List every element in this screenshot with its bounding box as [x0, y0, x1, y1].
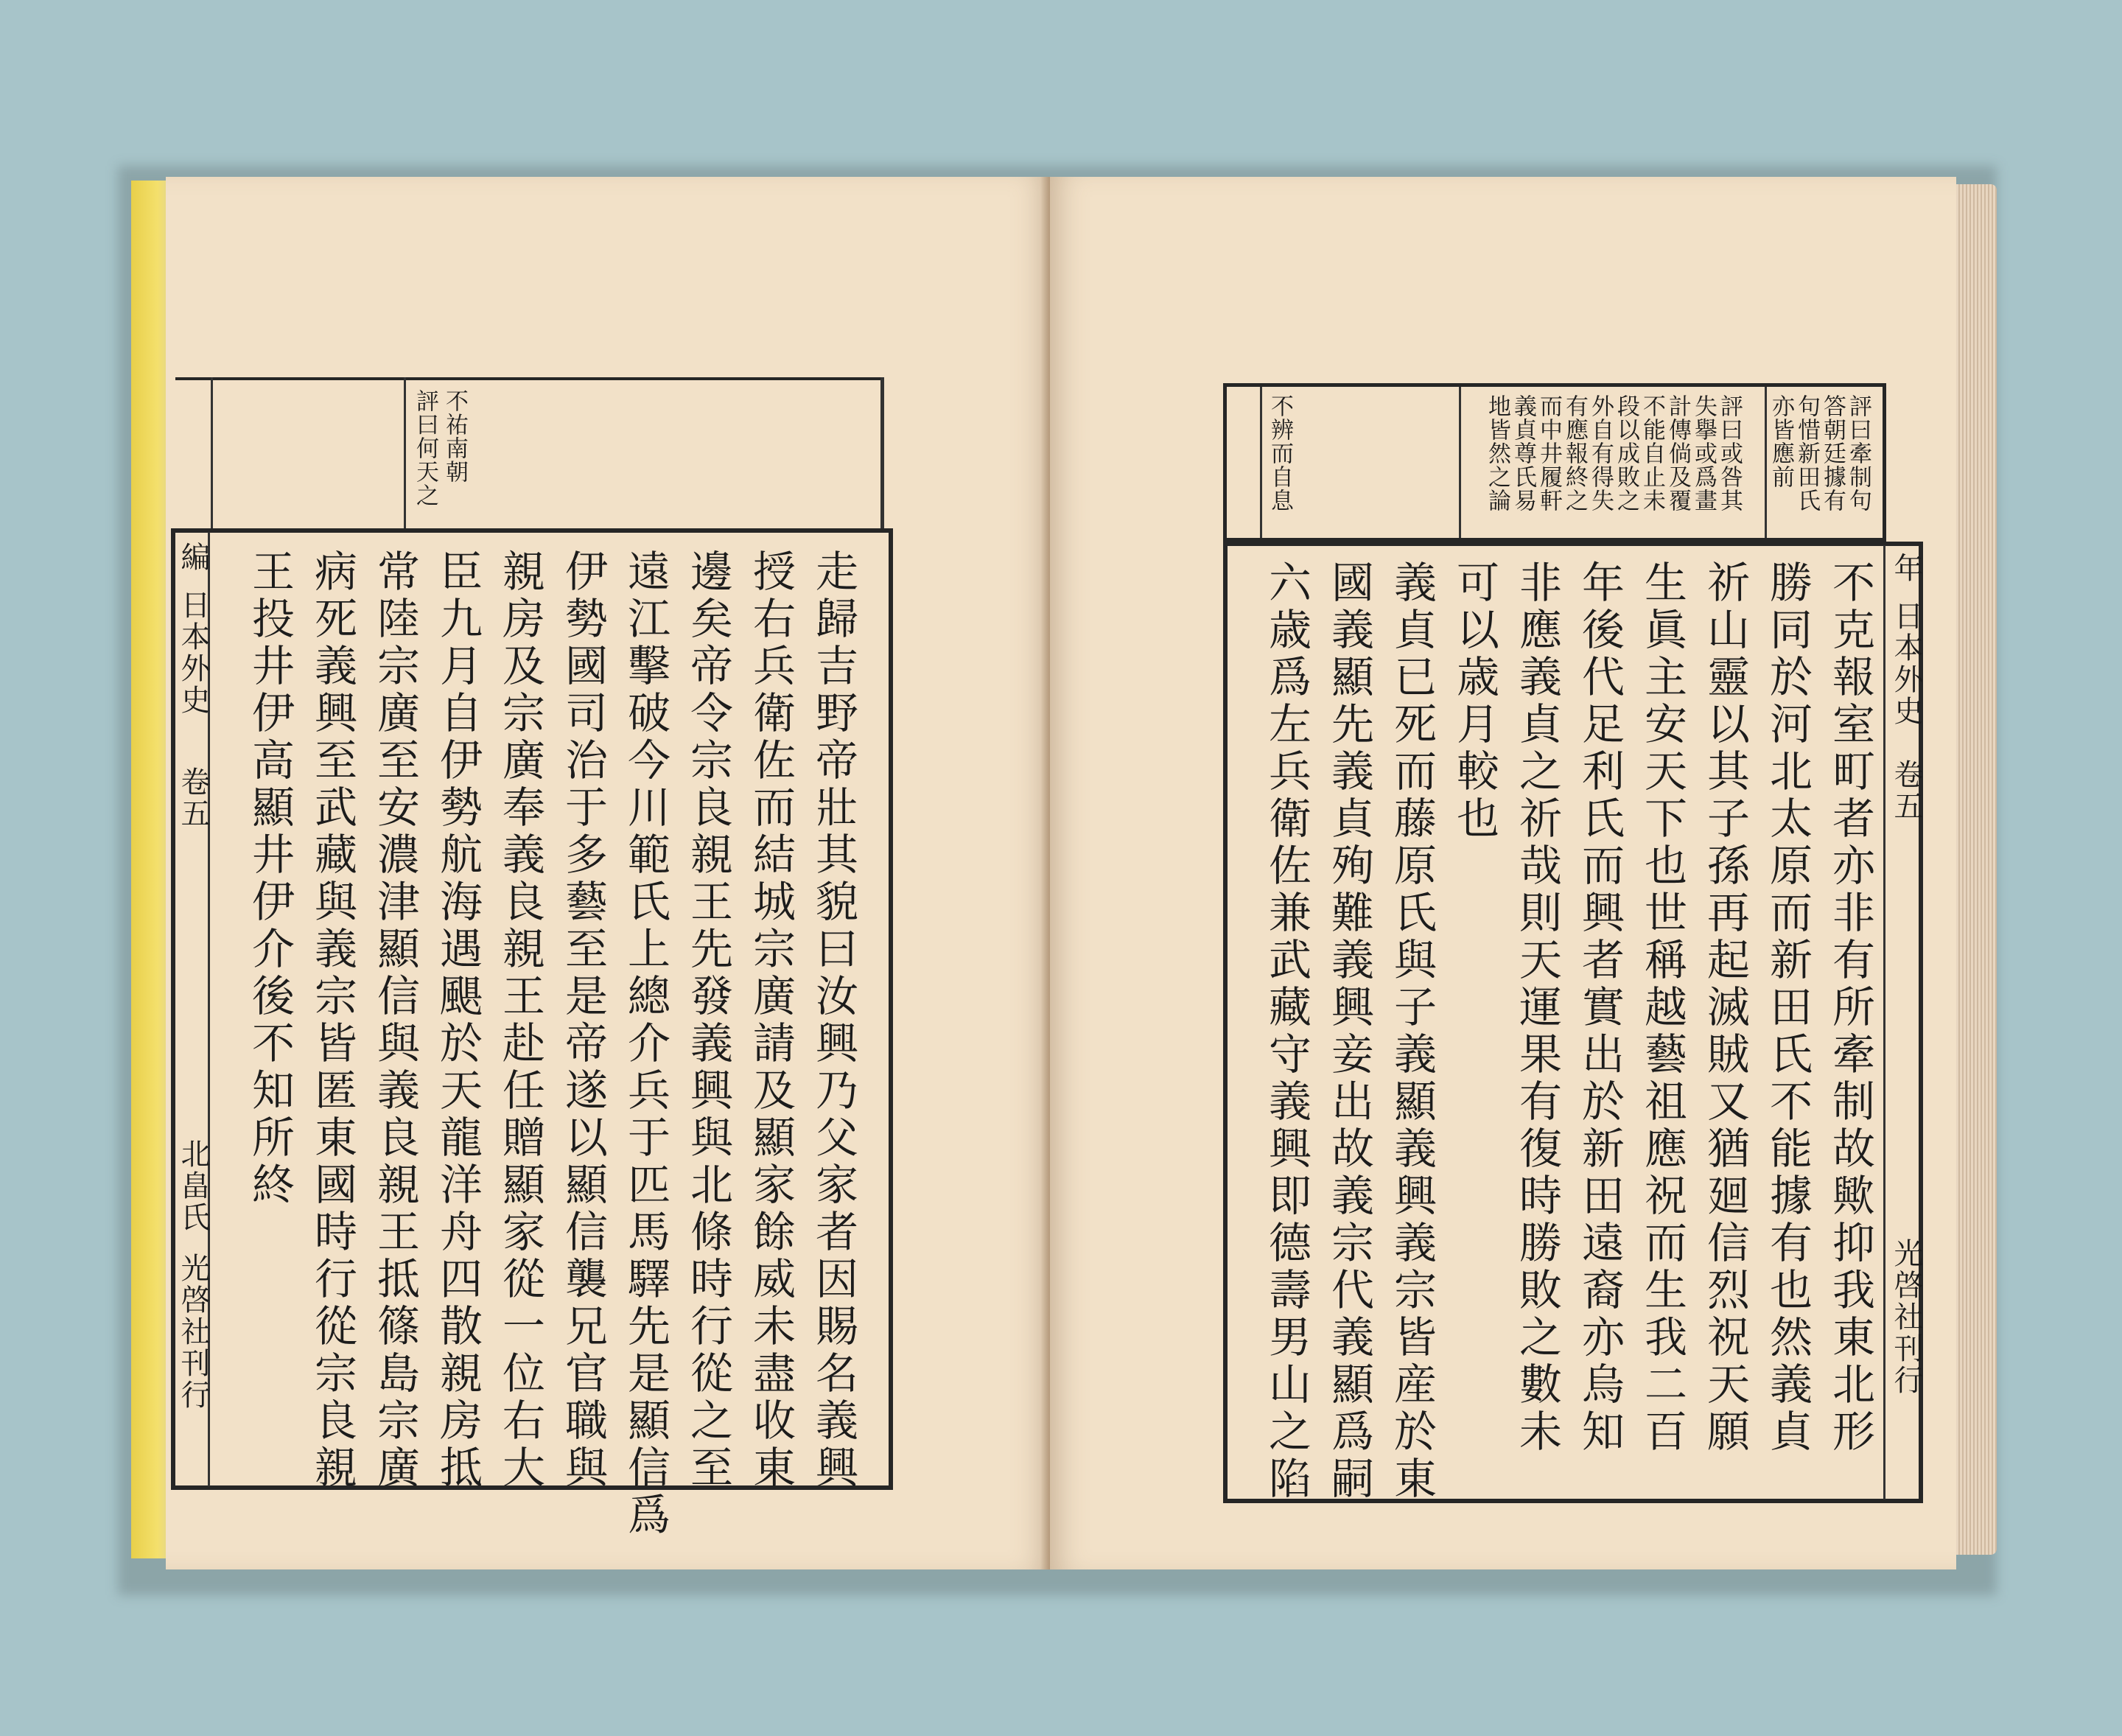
right-header-divider [1765, 387, 1767, 538]
left-header-top-rule [175, 377, 884, 380]
left-header-note-2: 不祐南朝 [441, 389, 468, 483]
right-margin-title: 日本外史 [1889, 601, 1923, 727]
right-column-1: 不克報室町者亦非有所牽制故歟抑我東北形 [1825, 560, 1875, 1456]
right-header-note-15: 不辨而自息 [1267, 394, 1293, 512]
left-column-6: 親房及宗廣奉義良親王赴任贈顯家從一位右大 [495, 549, 545, 1492]
right-margin-divider [1883, 545, 1885, 1499]
left-header-note-1: 評曰何天之 [412, 389, 438, 507]
left-column-2: 授右兵衛佐而結城宗廣請及顯家餘威未盡收東 [746, 549, 796, 1492]
left-margin-title: 日本外史 [176, 589, 210, 716]
right-column-3: 祈山靈以其子孫再起滅賊又猶廻信烈祝天願 [1700, 560, 1750, 1456]
left-header-divider [211, 377, 213, 528]
left-margin-volume: 卷五 [176, 766, 210, 830]
right-header-divider [1459, 387, 1461, 538]
right-header-note-10: 外自有得失 [1587, 394, 1614, 512]
left-header-edge [880, 377, 884, 528]
left-column-1: 走歸吉野帝壯其貌曰汝興乃父家者因賜名義興 [808, 549, 858, 1492]
left-column-7: 臣九月自伊勢航海遇颶於天龍洋舟四散親房抵 [433, 549, 483, 1492]
right-column-5: 年後代足利氏而興者實出於新田遠裔亦烏知 [1575, 560, 1625, 1456]
left-column-4: 遠江擊破今川範氏上總介兵于匹馬驛先是顯信爲 [620, 549, 670, 1539]
right-column-8: 義貞已死而藤原氏與子義顯義興義宗皆産於東 [1387, 560, 1437, 1503]
right-column-4: 生眞主安天下也世稱越藝祖應祝而生我二百 [1637, 560, 1687, 1456]
right-header-note-12: 而中井履軒 [1536, 394, 1562, 512]
right-header-note-3: 句惜新田氏 [1793, 394, 1820, 512]
right-header-note-4: 亦皆應前 [1768, 394, 1794, 489]
right-column-10: 六歳爲左兵衛佐兼武藏守義興即德壽男山之陷 [1261, 560, 1312, 1503]
left-margin-label: 編 [176, 542, 210, 573]
left-margin-publisher: 光啓社刊行 [176, 1253, 210, 1411]
right-header-note-7: 計傳倘及覆 [1664, 394, 1691, 512]
left-margin-footer: 北畠氏 [176, 1138, 210, 1233]
right-margin-footer: 光啓社刊行 [1889, 1238, 1923, 1396]
right-header-note-8: 不能自止未 [1639, 394, 1665, 512]
left-column-9: 病死義興至武藏與義宗皆匿東國時行從宗良親 [307, 549, 357, 1492]
right-column-9: 國義顯先義貞殉難義興妾出故義宗代義顯爲嗣 [1324, 560, 1374, 1503]
right-header-note-6: 失擧或爲畫 [1690, 394, 1717, 512]
left-column-3: 邊矣帝令宗良親王先發義興與北條時行從之至 [683, 549, 733, 1492]
left-column-8: 常陸宗廣至安濃津顯信與義良親王抵篠島宗廣 [370, 549, 420, 1492]
left-column-10: 王投井伊高顯井伊介後不知所終 [245, 549, 295, 1209]
right-column-6: 非應義貞之祈哉則天運果有復時勝敗之數未 [1512, 560, 1562, 1456]
right-header-divider [1260, 387, 1262, 538]
right-header-note-13: 義貞尊氏易 [1510, 394, 1536, 512]
right-header-note-11: 有應報終之 [1561, 394, 1588, 512]
right-header-note-2: 答朝廷據有 [1819, 394, 1846, 512]
right-column-2: 勝同於河北太原而新田氏不能據有也然義貞 [1762, 560, 1813, 1456]
left-column-5: 伊勢國司治于多藝至是帝遂以顯信襲兄官職與 [558, 549, 608, 1492]
right-margin-volume: 卷五 [1889, 759, 1923, 822]
right-header-note-1: 評曰牽制句 [1845, 394, 1871, 512]
right-header-note-9: 段以成敗之 [1613, 394, 1639, 512]
left-header-divider [404, 377, 406, 528]
right-header-note-14: 地皆然之論 [1484, 394, 1510, 512]
right-margin-label: 年 [1889, 553, 1923, 584]
right-header-note-5: 評曰或咎其 [1716, 394, 1743, 512]
right-column-7: 可以歳月較也 [1449, 560, 1499, 843]
